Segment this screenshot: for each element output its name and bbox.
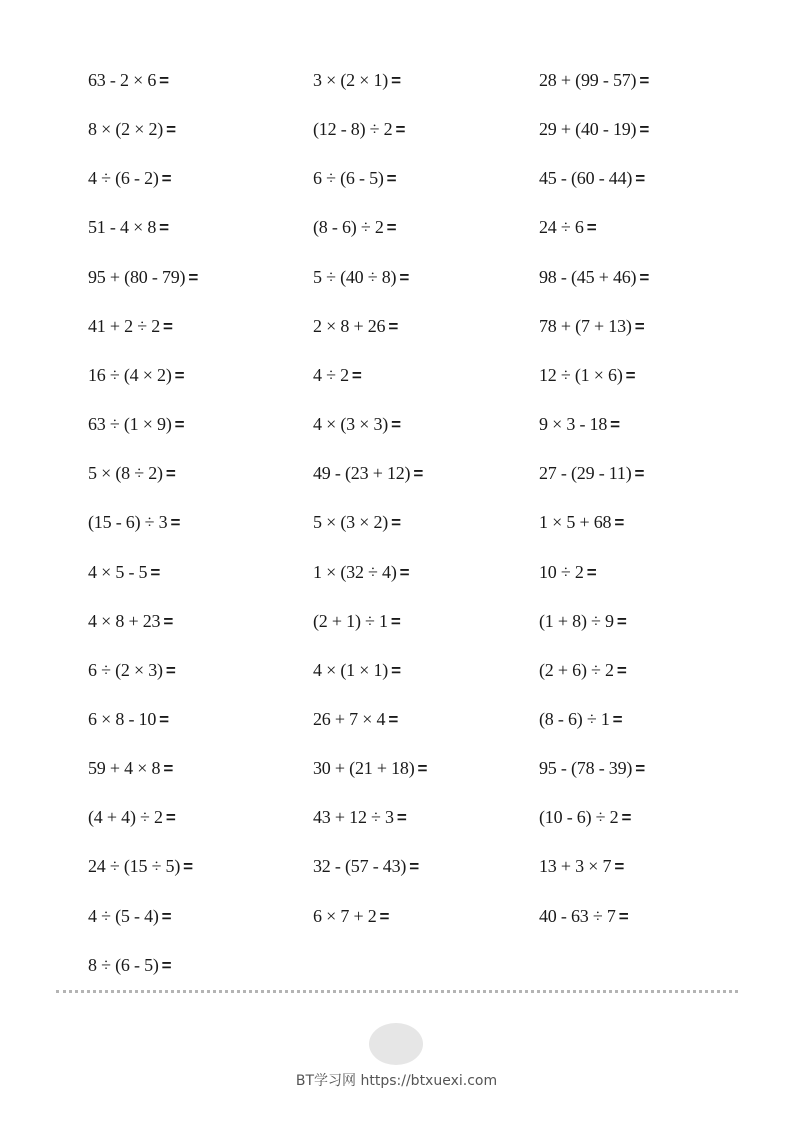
equals-sign: = bbox=[621, 808, 632, 827]
problem-expression: 59 + 4 × 8 bbox=[88, 758, 161, 778]
problem-expression: 6 ÷ (2 × 3) bbox=[88, 660, 163, 680]
equals-sign: = bbox=[388, 710, 399, 729]
math-problem bbox=[313, 314, 398, 338]
problem-expression: 4 × 8 + 23 bbox=[88, 611, 161, 631]
problem-expression: 29 + (40 - 19) bbox=[539, 119, 637, 139]
equals-sign: = bbox=[159, 71, 170, 90]
math-problem bbox=[88, 215, 169, 239]
problem-expression: 24 ÷ 6 bbox=[539, 217, 584, 237]
equals-sign: = bbox=[610, 415, 621, 434]
math-problem bbox=[539, 756, 645, 780]
problem-expression: 8 × (2 × 2) bbox=[88, 119, 164, 139]
problem-expression: 3 × (2 × 1) bbox=[313, 70, 389, 90]
math-problem bbox=[88, 658, 176, 682]
equals-sign: = bbox=[390, 612, 401, 631]
equals-sign: = bbox=[634, 317, 645, 336]
math-problem bbox=[313, 854, 419, 878]
footer-site-link[interactable]: BT学习网 https://btxuexi.com bbox=[295, 1073, 498, 1089]
equals-sign: = bbox=[165, 464, 176, 483]
equals-sign: = bbox=[399, 563, 410, 582]
equals-sign: = bbox=[625, 366, 636, 385]
problem-expression: 4 × (1 × 1) bbox=[313, 660, 389, 680]
math-problem bbox=[313, 363, 362, 387]
equals-sign: = bbox=[639, 268, 650, 287]
equals-sign: = bbox=[413, 464, 424, 483]
problem-expression: (8 - 6) ÷ 2 bbox=[313, 217, 384, 237]
equals-sign: = bbox=[635, 759, 646, 778]
math-problem bbox=[539, 707, 623, 731]
equals-sign: = bbox=[635, 169, 646, 188]
problem-expression: 98 - (45 + 46) bbox=[539, 267, 637, 287]
problem-expression: 2 × 8 + 26 bbox=[313, 316, 386, 336]
problem-expression: 5 × (8 ÷ 2) bbox=[88, 463, 163, 483]
problem-expression: 4 × 5 - 5 bbox=[88, 562, 148, 582]
problem-expression: 5 ÷ (40 ÷ 8) bbox=[313, 267, 397, 287]
equals-sign: = bbox=[163, 759, 174, 778]
equals-sign: = bbox=[395, 120, 406, 139]
equals-sign: = bbox=[188, 268, 199, 287]
math-problem bbox=[88, 117, 176, 141]
problem-expression: 24 ÷ (15 ÷ 5) bbox=[88, 856, 181, 876]
problem-expression: 49 - (23 + 12) bbox=[313, 463, 411, 483]
equals-sign: = bbox=[183, 857, 194, 876]
problem-expression: (4 + 4) ÷ 2 bbox=[88, 807, 163, 827]
math-problem bbox=[313, 166, 397, 190]
math-problem bbox=[539, 510, 624, 534]
equals-sign: = bbox=[165, 808, 176, 827]
equals-sign: = bbox=[159, 218, 170, 237]
equals-sign: = bbox=[614, 857, 625, 876]
problem-expression: 45 - (60 - 44) bbox=[539, 168, 633, 188]
equals-sign: = bbox=[391, 71, 402, 90]
problem-expression: (2 + 1) ÷ 1 bbox=[313, 611, 388, 631]
equals-sign: = bbox=[639, 71, 650, 90]
problem-expression: (8 - 6) ÷ 1 bbox=[539, 709, 610, 729]
equals-sign: = bbox=[386, 218, 397, 237]
math-problem bbox=[88, 904, 172, 928]
math-problem bbox=[539, 412, 620, 436]
math-problem bbox=[539, 560, 597, 584]
equals-sign: = bbox=[399, 268, 410, 287]
equals-sign: = bbox=[386, 169, 397, 188]
problem-expression: 40 - 63 ÷ 7 bbox=[539, 906, 616, 926]
problem-expression: 95 - (78 - 39) bbox=[539, 758, 633, 778]
equals-sign: = bbox=[618, 907, 629, 926]
math-problem bbox=[88, 854, 193, 878]
math-problem bbox=[539, 658, 627, 682]
math-problem bbox=[539, 166, 645, 190]
math-problem bbox=[313, 756, 427, 780]
math-problem bbox=[313, 707, 398, 731]
problem-expression: 6 × 8 - 10 bbox=[88, 709, 157, 729]
math-problem bbox=[539, 68, 649, 92]
problem-expression: 43 + 12 ÷ 3 bbox=[313, 807, 394, 827]
problem-expression: (12 - 8) ÷ 2 bbox=[313, 119, 393, 139]
dotted-divider bbox=[56, 990, 738, 993]
problem-expression: 4 × (3 × 3) bbox=[313, 414, 389, 434]
problem-expression: 63 - 2 × 6 bbox=[88, 70, 157, 90]
problem-expression: 41 + 2 ÷ 2 bbox=[88, 316, 161, 336]
math-problem bbox=[88, 609, 173, 633]
math-problem bbox=[88, 68, 169, 92]
problem-expression: 16 ÷ (4 × 2) bbox=[88, 365, 172, 385]
math-problem bbox=[313, 68, 401, 92]
equals-sign: = bbox=[174, 415, 185, 434]
equals-sign: = bbox=[417, 759, 428, 778]
math-problem bbox=[88, 166, 172, 190]
equals-sign: = bbox=[639, 120, 650, 139]
math-problem bbox=[539, 461, 644, 485]
problem-expression: 63 ÷ (1 × 9) bbox=[88, 414, 172, 434]
math-problem bbox=[88, 314, 173, 338]
equals-sign: = bbox=[161, 956, 172, 975]
problem-expression: 10 ÷ 2 bbox=[539, 562, 584, 582]
problem-expression: (10 - 6) ÷ 2 bbox=[539, 807, 619, 827]
math-problem bbox=[88, 756, 173, 780]
equals-sign: = bbox=[379, 907, 390, 926]
math-problem bbox=[313, 412, 401, 436]
equals-sign: = bbox=[161, 169, 172, 188]
problem-expression: 1 × 5 + 68 bbox=[539, 512, 612, 532]
math-problem bbox=[88, 510, 180, 534]
problem-expression: 26 + 7 × 4 bbox=[313, 709, 386, 729]
math-problem bbox=[539, 854, 624, 878]
problem-expression: 6 ÷ (6 - 5) bbox=[313, 168, 384, 188]
problem-expression: 4 ÷ 2 bbox=[313, 365, 349, 385]
equals-sign: = bbox=[614, 513, 625, 532]
problem-expression: 12 ÷ (1 × 6) bbox=[539, 365, 623, 385]
problem-expression: 6 × 7 + 2 bbox=[313, 906, 377, 926]
equals-sign: = bbox=[634, 464, 645, 483]
math-problem bbox=[313, 805, 407, 829]
equals-sign: = bbox=[163, 317, 173, 336]
equals-sign: = bbox=[170, 513, 181, 532]
problem-expression: 78 + (7 + 13) bbox=[539, 316, 632, 336]
problem-expression: (2 + 6) ÷ 2 bbox=[539, 660, 614, 680]
problem-expression: 4 ÷ (6 - 2) bbox=[88, 168, 159, 188]
math-problem bbox=[313, 215, 397, 239]
problem-expression: 9 × 3 - 18 bbox=[539, 414, 608, 434]
problem-expression: 13 + 3 × 7 bbox=[539, 856, 612, 876]
equals-sign: = bbox=[391, 415, 402, 434]
problem-expression: 95 + (80 - 79) bbox=[88, 267, 186, 287]
problem-expression: 4 ÷ (5 - 4) bbox=[88, 906, 159, 926]
math-problem bbox=[88, 953, 172, 977]
math-problem bbox=[88, 461, 176, 485]
math-problem bbox=[313, 265, 409, 289]
problem-expression: 5 × (3 × 2) bbox=[313, 512, 389, 532]
math-problem bbox=[539, 117, 649, 141]
equals-sign: = bbox=[391, 513, 402, 532]
math-problem bbox=[88, 363, 185, 387]
math-problem bbox=[88, 805, 176, 829]
equals-sign: = bbox=[166, 120, 177, 139]
equals-sign: = bbox=[612, 710, 623, 729]
math-problem bbox=[88, 560, 160, 584]
equals-sign: = bbox=[351, 366, 362, 385]
math-problem bbox=[539, 314, 645, 338]
math-problem bbox=[313, 609, 401, 633]
math-problem bbox=[539, 904, 629, 928]
math-problem bbox=[539, 609, 627, 633]
problem-expression: (1 + 8) ÷ 9 bbox=[539, 611, 614, 631]
equals-sign: = bbox=[388, 317, 399, 336]
math-problem bbox=[539, 805, 631, 829]
equals-sign: = bbox=[616, 612, 627, 631]
equals-sign: = bbox=[161, 907, 172, 926]
problem-expression: 28 + (99 - 57) bbox=[539, 70, 637, 90]
math-problem bbox=[313, 117, 405, 141]
problem-expression: (15 - 6) ÷ 3 bbox=[88, 512, 168, 532]
math-problem bbox=[313, 510, 401, 534]
equals-sign: = bbox=[174, 366, 185, 385]
math-problem bbox=[539, 363, 636, 387]
problem-expression: 51 - 4 × 8 bbox=[88, 217, 157, 237]
math-problem bbox=[313, 904, 389, 928]
equals-sign: = bbox=[165, 661, 176, 680]
equals-sign: = bbox=[159, 710, 170, 729]
math-problem bbox=[539, 215, 597, 239]
math-problem bbox=[88, 265, 198, 289]
equals-sign: = bbox=[409, 857, 420, 876]
math-problem bbox=[539, 265, 649, 289]
problem-expression: 8 ÷ (6 - 5) bbox=[88, 955, 159, 975]
equals-sign: = bbox=[396, 808, 407, 827]
equals-sign: = bbox=[616, 661, 627, 680]
math-problem bbox=[88, 412, 185, 436]
equals-sign: = bbox=[586, 218, 597, 237]
footer-badge-icon bbox=[369, 1023, 423, 1065]
problem-expression: 32 - (57 - 43) bbox=[313, 856, 407, 876]
math-problem bbox=[88, 707, 169, 731]
equals-sign: = bbox=[586, 563, 597, 582]
problem-expression: 27 - (29 - 11) bbox=[539, 463, 632, 483]
problem-expression: 1 × (32 ÷ 4) bbox=[313, 562, 397, 582]
equals-sign: = bbox=[391, 661, 402, 680]
problem-expression: 30 + (21 + 18) bbox=[313, 758, 415, 778]
math-problem bbox=[313, 658, 401, 682]
equals-sign: = bbox=[150, 563, 161, 582]
equals-sign: = bbox=[163, 612, 174, 631]
math-problem bbox=[313, 461, 423, 485]
math-problem bbox=[313, 560, 410, 584]
